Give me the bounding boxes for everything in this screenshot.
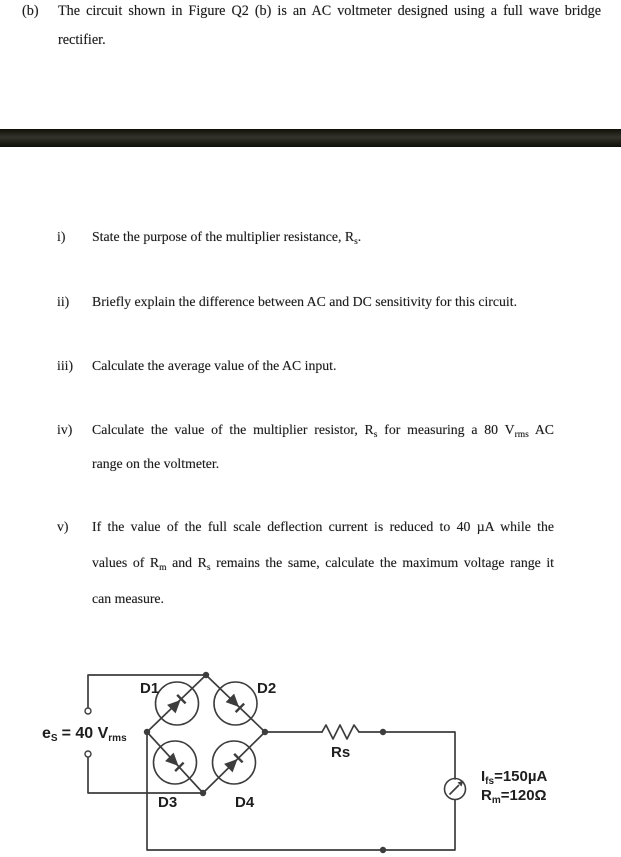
question-part-label: (b) <box>22 3 39 19</box>
question-iii <box>57 358 554 378</box>
label-meter-rm: $R_m=120\Omega$ <box>481 787 547 806</box>
node-bottom-dot <box>200 790 206 796</box>
meter-bottom-terminal-dot <box>380 847 386 853</box>
meter-top-terminal-dot <box>380 729 386 735</box>
node-top-dot <box>203 672 209 678</box>
question-i-text: State the purpose of the multiplier resistance, $R_s$. <box>92 229 362 247</box>
question-iv-number: iv) <box>57 422 73 437</box>
source-terminal-top <box>85 708 91 714</box>
question-i <box>57 229 554 249</box>
question-i-number: i) <box>57 229 66 244</box>
intro-line-1: The circuit shown in Figure Q2 (b) is an AC voltmeter designed using a full wave bridge <box>58 3 601 19</box>
label-rs: Rs <box>331 744 351 761</box>
node-left-dot <box>144 729 150 735</box>
question-ii-number: ii) <box>57 294 70 309</box>
intro-line-2: rectifier. <box>58 32 106 48</box>
label-d4: D4 <box>235 794 255 811</box>
bridge-diamond <box>147 675 265 793</box>
question-iii-number: iii) <box>57 358 74 373</box>
question-v-line-2: values of $R_m$ and $R_s$ remains the same, calculate the maximum voltage range it <box>92 555 554 573</box>
label-source-voltage: eS = 40 Vrms <box>42 725 127 744</box>
question-v <box>57 519 554 611</box>
intro-paragraph <box>58 3 601 63</box>
question-v-line-3: can measure. <box>92 591 165 606</box>
question-v-line-1: If the value of the full scale deflection current is reduced to 40 µA while the <box>92 519 554 534</box>
bridge-rectifier-circuit-diagram <box>0 640 621 857</box>
wire-resistor-to-meter <box>359 732 455 779</box>
section-divider-bar <box>0 129 621 147</box>
label-meter-ifs: $I_{fs}=150\mu A$ <box>481 768 548 787</box>
question-iv <box>57 422 554 477</box>
wire-source-bottom <box>88 758 203 793</box>
label-d1: D1 <box>140 680 160 697</box>
question-iv-line-1: Calculate the value of the multiplier resistor, $R_s$ for measuring a 80 $V_{rms}$ AC <box>92 422 554 440</box>
question-ii-text: Briefly explain the difference between AC and DC sensitivity for this circuit. <box>92 294 518 309</box>
resistor-symbol <box>322 725 359 739</box>
label-d2: D2 <box>257 680 277 697</box>
question-ii <box>57 294 554 314</box>
label-d3: D3 <box>158 794 178 811</box>
source-terminal-bottom <box>85 751 91 757</box>
meter-icon <box>445 779 466 800</box>
question-iv-line-2: range on the voltmeter. <box>92 456 220 471</box>
node-right-dot <box>262 729 268 735</box>
question-iii-text: Calculate the average value of the AC input. <box>92 358 337 373</box>
question-v-number: v) <box>57 519 69 534</box>
